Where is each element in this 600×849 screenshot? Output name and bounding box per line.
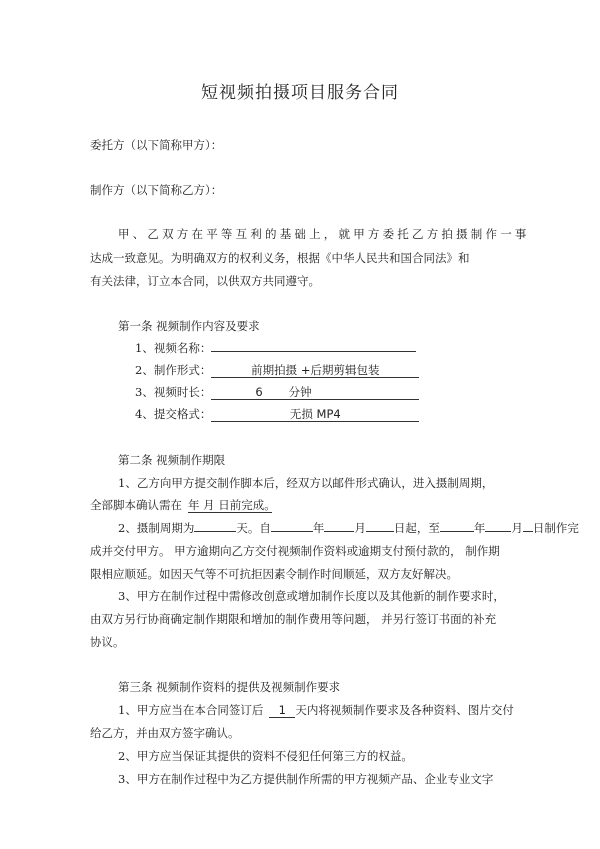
text-segment: 2、摄制周期为: [118, 521, 195, 535]
start-month-field: [324, 531, 354, 532]
item-label: 3、视频时长：: [135, 385, 212, 399]
intro-line-2: 达成一致意见。为明确双方的权利义务，根据《中华人民共和国合同法》和: [90, 251, 470, 265]
item-production-form: [135, 362, 419, 378]
video-length-unit: 分钟: [288, 385, 312, 399]
video-length-field: [211, 385, 419, 400]
item-label: 4、提交格式：: [135, 407, 212, 421]
party-a-line: 委托方（以下简称甲方）：: [90, 138, 223, 152]
article-2-p3-line1: 3、甲方在制作过程中需修改创意或增加制作长度以及其他新的制作要求时，: [118, 589, 505, 603]
text-segment: 年: [473, 521, 486, 535]
article-3-p1-line2: 给乙方，并由双方签字确认。: [90, 726, 240, 740]
start-year-field: [271, 531, 313, 532]
end-month-field: [485, 531, 511, 532]
intro-line-1: 甲、乙双方在平等互利的基础上，就甲方委托乙方拍摄制作一事: [118, 227, 530, 241]
article-1-heading: 第一条 视频制作内容及要求: [118, 319, 260, 333]
article-2-p3-line2: 由双方另行协商确定制作期限和增加的制作费用等问题， 并另行签订书面的补充: [90, 612, 497, 626]
video-name-field: [211, 351, 416, 352]
item-video-name: [135, 340, 416, 356]
item-video-length: [135, 384, 419, 400]
end-day-field: [523, 531, 533, 532]
article-3-p2: 2、甲方应当保证其提供的资料不侵犯任何第三方的权益。: [118, 749, 413, 763]
text-segment: 天。自: [236, 521, 271, 535]
text-segment: 月: [511, 521, 523, 535]
text-segment: 1、甲方应当在本合同签订后: [118, 703, 264, 717]
text-segment: 日起，至: [393, 521, 440, 535]
item-label: 1、视频名称：: [135, 341, 212, 355]
article-2-p2-line1: [118, 520, 579, 536]
article-2-p1-line1: 1、乙方向甲方提交制作脚本后，经双方以邮件形式确认，进入摄制周期，: [118, 476, 494, 490]
production-form-field: 前期拍摄 +后期剪辑包装: [211, 363, 419, 378]
text-segment: 年: [312, 521, 325, 535]
article-3-heading: 第三条 视频制作资料的提供及视频制作要求: [118, 680, 341, 694]
article-2-p1-line2: [90, 497, 276, 513]
article-2-p3-line3: 协议。: [90, 635, 125, 649]
material-days-field: 1: [269, 703, 295, 718]
end-year-field: [440, 531, 474, 532]
item-submit-format: [135, 406, 419, 422]
submit-format-field: 无损 MP4: [211, 407, 419, 422]
text-segment: 全部脚本确认需在: [90, 498, 182, 512]
article-2-p2-line2: 成并交付甲方。 甲方逾期向乙方交付视频制作资料或逾期支付预付款的， 制作期: [90, 544, 500, 558]
article-2-p2-line3: 限相应顺延。如因天气等不可抗拒因素令制作时间顺延，双方友好解决。: [90, 567, 458, 581]
shooting-days-field: [194, 531, 236, 532]
page-title: 短视频拍摄项目服务合同: [201, 83, 399, 103]
party-b-line: 制作方（以下简称乙方）：: [90, 183, 223, 197]
intro-line-3: 有关法律，订立本合同，以供双方共同遵守。: [90, 274, 320, 288]
start-day-field: [366, 531, 394, 532]
article-2-heading: 第二条 视频制作期限: [118, 453, 226, 467]
text-segment: 天内将视频制作要求及各种资料、图片交付: [295, 703, 514, 717]
text-segment: 日制作完: [532, 521, 579, 535]
item-label: 2、制作形式：: [135, 363, 212, 377]
script-confirm-date-field: 年 月 日前完成。: [188, 498, 276, 512]
article-3-p3: 3、甲方在制作过程中为乙方提供制作所需的甲方视频产品、企业专业文字: [118, 772, 494, 786]
text-segment: 月: [354, 521, 366, 535]
article-3-p1-line1: [118, 702, 514, 718]
video-length-value: 6: [255, 385, 263, 399]
